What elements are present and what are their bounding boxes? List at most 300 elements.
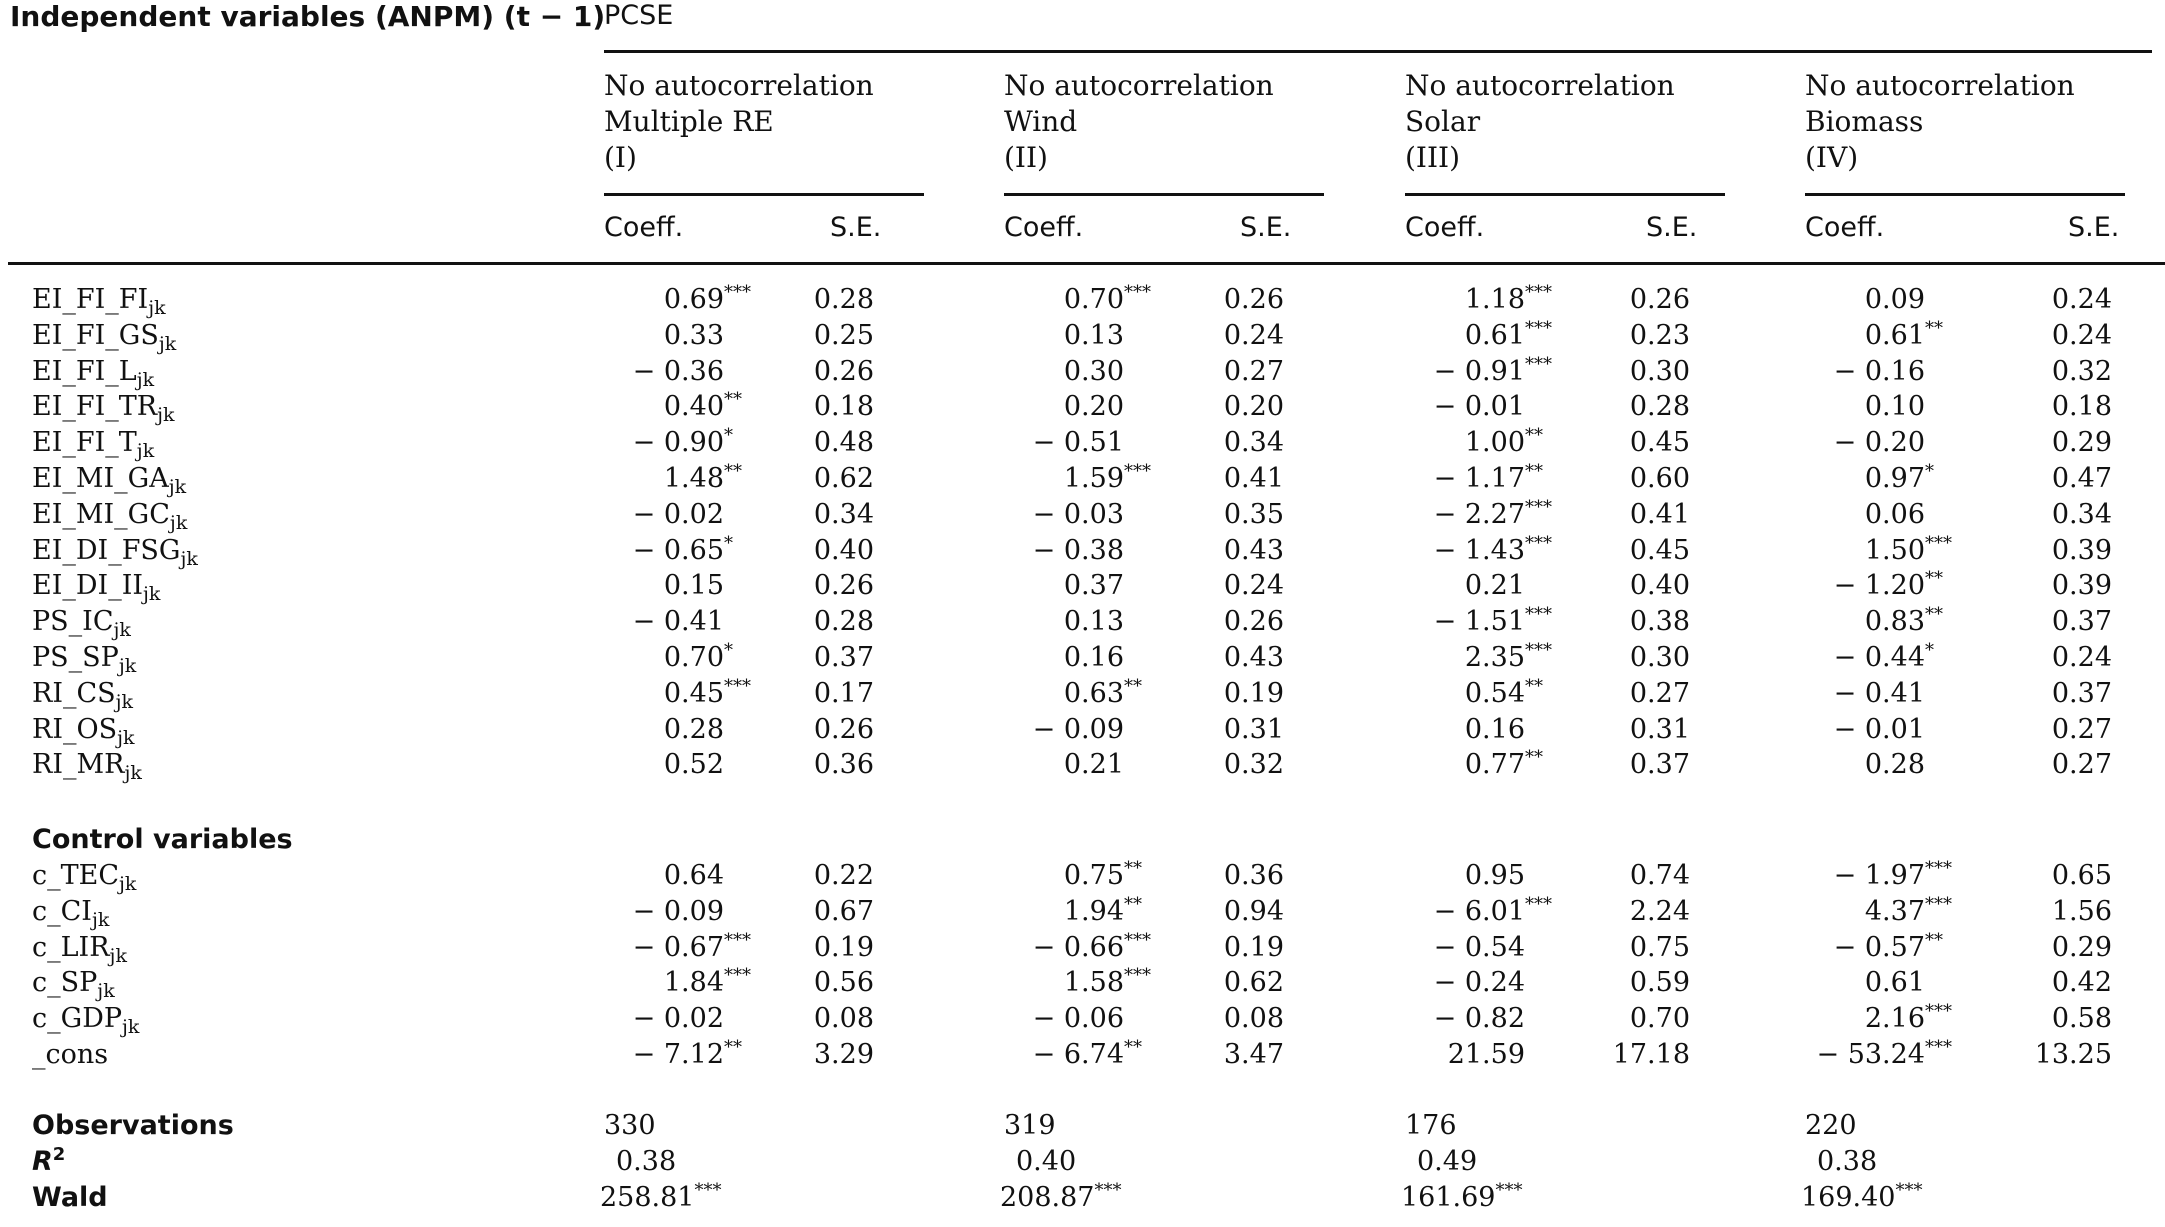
variable-name: EI_MI_GC bbox=[32, 498, 170, 530]
coefficient-cell: − 1.17** bbox=[1433, 461, 1543, 494]
coefficient-value: − 1.20 bbox=[1833, 570, 1925, 602]
standard-error-cell: 0.18 bbox=[813, 391, 874, 423]
variable-name: EI_MI_GA bbox=[32, 463, 169, 494]
statistic-name: Wald bbox=[32, 1182, 108, 1213]
variable-name: EI_FI_FI bbox=[32, 284, 149, 315]
coefficient-cell bbox=[966, 642, 1166, 673]
standard-error-cell: 0.34 bbox=[813, 498, 874, 530]
coefficient-value: 0.70 bbox=[663, 642, 724, 673]
standard-error-cell: 0.30 bbox=[1629, 355, 1690, 387]
coefficient-value: 0.61 bbox=[1464, 319, 1525, 351]
coefficient-cell: − 7.12** bbox=[632, 1037, 742, 1070]
coef-header: Coeff. bbox=[1805, 212, 1885, 243]
variable-name: _cons bbox=[32, 1039, 109, 1070]
coefficient-value: 0.06 bbox=[1864, 498, 1925, 530]
coefficient-value: − 1.97 bbox=[1833, 860, 1925, 891]
coefficient-cell: 2.35*** bbox=[1464, 640, 1552, 673]
statistic-value-cell bbox=[1405, 1110, 1457, 1141]
model-header-line1: No autocorrelation bbox=[1405, 69, 1675, 102]
coefficient-value: − 0.90 bbox=[632, 427, 724, 459]
standard-error-cell: 0.37 bbox=[2051, 677, 2112, 709]
coefficient-value: 0.69 bbox=[663, 284, 724, 315]
statistic-value: 176 bbox=[1405, 1110, 1457, 1141]
model-header-line3: (IV) bbox=[1805, 141, 1859, 174]
row-label bbox=[32, 1039, 108, 1070]
variable-name: RI_OS bbox=[32, 713, 118, 745]
variable-subscript: jk bbox=[117, 726, 135, 749]
coefficient-value: − 0.41 bbox=[1833, 677, 1925, 709]
coefficient-cell: 0.61*** bbox=[1464, 317, 1552, 351]
coefficient-value: 1.18 bbox=[1464, 284, 1525, 315]
coefficient-cell: 0.70*** bbox=[1063, 282, 1151, 315]
standard-error-cell: 0.34 bbox=[1223, 427, 1284, 459]
coefficient-cell: − 6.01*** bbox=[1433, 893, 1552, 927]
coefficient-value: − 0.51 bbox=[1032, 427, 1124, 459]
significance-stars: *** bbox=[694, 1180, 722, 1201]
coefficient-cell bbox=[1367, 391, 1567, 422]
coefficient-value: 0.13 bbox=[1063, 319, 1124, 351]
standard-error-cell: 0.38 bbox=[1629, 606, 1690, 638]
coefficient-cell bbox=[966, 749, 1166, 780]
coefficient-cell: 1.58*** bbox=[1063, 965, 1151, 999]
standard-error-cell: 0.67 bbox=[813, 895, 874, 927]
standard-error-cell: 2.24 bbox=[1629, 895, 1690, 927]
coefficient-cell: 1.94** bbox=[1063, 893, 1142, 927]
coefficient-cell: 1.48** bbox=[663, 461, 742, 494]
standard-error-cell: 0.31 bbox=[1629, 713, 1690, 745]
standard-error-cell: 0.24 bbox=[2051, 319, 2112, 351]
model-header-2 bbox=[1004, 68, 1274, 176]
coefficient-cell bbox=[1367, 967, 1567, 998]
variable-name: c_GDP bbox=[32, 1003, 123, 1035]
statistic-value-cell bbox=[1000, 1182, 1121, 1213]
coefficient-value: − 6.74 bbox=[1032, 1039, 1124, 1070]
coefficient-value: − 0.02 bbox=[632, 498, 724, 530]
coefficient-value: − 0.91 bbox=[1433, 355, 1525, 387]
model-underline-3 bbox=[1405, 193, 1725, 196]
standard-error-cell: 0.40 bbox=[1629, 570, 1690, 602]
coefficient-value: 0.21 bbox=[1063, 749, 1124, 781]
variable-subscript: jk bbox=[119, 873, 137, 895]
variable-subscript: jk bbox=[136, 368, 155, 391]
coefficient-value: 0.33 bbox=[663, 319, 724, 351]
coefficient-value: 0.30 bbox=[1063, 355, 1124, 387]
row-label bbox=[32, 284, 166, 319]
coefficient-value: − 0.54 bbox=[1433, 931, 1525, 963]
coefficient-value: − 0.20 bbox=[1833, 427, 1925, 459]
model-underline-4 bbox=[1805, 193, 2125, 196]
coefficient-cell: 2.16*** bbox=[1864, 1001, 1952, 1035]
standard-error-cell: 0.70 bbox=[1629, 1003, 1690, 1035]
coefficient-value: 0.40 bbox=[663, 391, 724, 423]
top-rule-pcse bbox=[604, 50, 2152, 53]
coefficient-cell bbox=[1367, 860, 1567, 891]
coefficient-cell: 1.00** bbox=[1464, 425, 1543, 459]
model-header-line1: No autocorrelation bbox=[1004, 69, 1274, 102]
table-row bbox=[0, 1039, 2165, 1075]
coefficient-cell: 0.77** bbox=[1464, 747, 1543, 781]
statistic-value: 0.40 bbox=[1016, 1146, 1077, 1177]
coefficient-value: 0.97 bbox=[1864, 463, 1925, 494]
standard-error-cell: 0.41 bbox=[1223, 463, 1284, 494]
variable-name: c_LIR bbox=[32, 931, 110, 963]
statistic-label bbox=[32, 1110, 234, 1141]
coefficient-cell bbox=[966, 391, 1166, 422]
row-label bbox=[32, 498, 188, 534]
coefficient-value: − 1.17 bbox=[1433, 463, 1525, 494]
coefficient-value: 0.20 bbox=[1063, 391, 1124, 423]
model-header-line2: Multiple RE bbox=[604, 105, 774, 138]
standard-error-cell: 0.24 bbox=[2051, 642, 2112, 673]
variable-subscript: jk bbox=[148, 297, 166, 319]
standard-error-cell: 0.58 bbox=[2051, 1003, 2112, 1035]
row-label bbox=[32, 642, 137, 677]
statistic-value: 0.38 bbox=[616, 1146, 677, 1177]
variable-subscript: jk bbox=[91, 908, 110, 931]
coefficient-cell: − 0.57** bbox=[1833, 929, 1943, 963]
coefficient-value: − 0.02 bbox=[632, 1003, 724, 1035]
standard-error-cell: 1.56 bbox=[2051, 895, 2112, 927]
coefficient-value: − 0.24 bbox=[1433, 967, 1525, 999]
variable-name: RI_MR bbox=[32, 749, 125, 781]
coefficient-value: 0.63 bbox=[1063, 677, 1124, 709]
model-header-line3: (I) bbox=[604, 141, 637, 174]
table-row bbox=[0, 570, 2165, 606]
control-heading-label: Control variables bbox=[32, 824, 293, 855]
coefficient-cell bbox=[1767, 427, 1967, 458]
variable-name: EI_FI_L bbox=[32, 355, 137, 387]
control-variables-heading bbox=[0, 824, 2165, 860]
table-row bbox=[0, 606, 2165, 642]
standard-error-cell: 0.48 bbox=[813, 427, 874, 459]
row-label bbox=[32, 860, 137, 895]
variable-subscript: jk bbox=[143, 583, 161, 606]
table-row bbox=[0, 675, 2165, 714]
coefficient-cell: 0.83** bbox=[1864, 604, 1943, 638]
variable-name: EI_DI_II bbox=[32, 570, 144, 602]
statistic-superscript: 2 bbox=[52, 1144, 66, 1165]
model-header-line1: No autocorrelation bbox=[604, 69, 874, 102]
coefficient-value: 1.94 bbox=[1063, 895, 1124, 927]
statistic-label bbox=[32, 1182, 108, 1213]
statistic-value-cell bbox=[1417, 1146, 1477, 1177]
statistic-value: 208.87 bbox=[1000, 1182, 1095, 1213]
variable-subscript: jk bbox=[115, 690, 134, 713]
row-label bbox=[32, 895, 110, 931]
coefficient-cell: 0.69*** bbox=[663, 282, 751, 315]
coefficient-cell bbox=[966, 356, 1166, 387]
standard-error-cell: 0.35 bbox=[1223, 498, 1284, 530]
coefficient-value: − 0.09 bbox=[1032, 713, 1124, 745]
variable-name: EI_FI_T bbox=[32, 427, 137, 459]
table-title bbox=[10, 0, 605, 33]
coefficient-cell bbox=[1767, 749, 1967, 780]
standard-error-cell: 0.26 bbox=[813, 713, 874, 745]
coefficient-value: − 0.66 bbox=[1032, 931, 1124, 963]
coefficient-value: − 0.01 bbox=[1433, 391, 1525, 423]
standard-error-cell: 0.08 bbox=[813, 1003, 874, 1035]
method-label: PCSE bbox=[604, 0, 674, 31]
standard-error-cell: 0.74 bbox=[1629, 860, 1690, 891]
statistic-value: 330 bbox=[604, 1110, 656, 1141]
coefficient-cell bbox=[566, 1003, 766, 1034]
coefficient-cell: − 53.24*** bbox=[1816, 1037, 1952, 1070]
statistic-value: 319 bbox=[1004, 1110, 1056, 1141]
coefficient-value: 0.83 bbox=[1864, 606, 1925, 638]
statistics-row bbox=[0, 1146, 2165, 1182]
model-header-line1: No autocorrelation bbox=[1805, 69, 2075, 102]
standard-error-cell: 0.62 bbox=[1223, 967, 1284, 999]
coefficient-value: 0.16 bbox=[1063, 642, 1124, 673]
standard-error-cell: 0.40 bbox=[813, 534, 874, 566]
coefficient-cell bbox=[1367, 714, 1567, 745]
standard-error-cell: 0.30 bbox=[1629, 642, 1690, 673]
row-label bbox=[32, 427, 155, 463]
coefficient-value: 1.84 bbox=[663, 967, 724, 999]
table-row bbox=[0, 353, 2165, 392]
statistic-value-cell bbox=[1004, 1110, 1056, 1141]
se-header: S.E. bbox=[830, 212, 882, 243]
model-underline-1 bbox=[604, 193, 924, 196]
coefficient-cell: − 0.67*** bbox=[632, 929, 751, 963]
variable-subscript: jk bbox=[109, 944, 127, 967]
standard-error-cell: 0.65 bbox=[2051, 860, 2112, 891]
coefficient-value: 0.75 bbox=[1063, 860, 1124, 891]
standard-error-cell: 0.45 bbox=[1629, 427, 1690, 459]
coefficient-cell bbox=[1367, 932, 1567, 963]
coefficient-cell bbox=[1767, 499, 1967, 530]
standard-error-cell: 0.62 bbox=[813, 463, 874, 494]
coefficient-value: 2.16 bbox=[1864, 1003, 1925, 1035]
standard-error-cell: 0.31 bbox=[1223, 713, 1284, 745]
coefficient-value: 0.77 bbox=[1464, 749, 1525, 781]
standard-error-cell: 0.32 bbox=[1223, 749, 1284, 781]
coefficient-value: − 0.41 bbox=[632, 606, 724, 638]
model-header-4 bbox=[1805, 68, 2075, 176]
table-row bbox=[0, 714, 2165, 750]
standard-error-cell: 0.41 bbox=[1629, 498, 1690, 530]
coefficient-cell bbox=[566, 606, 766, 637]
row-label bbox=[32, 319, 177, 355]
coefficient-value: − 0.36 bbox=[632, 355, 724, 387]
standard-error-cell: 0.19 bbox=[1223, 931, 1284, 963]
statistic-label bbox=[32, 1146, 65, 1177]
statistic-value-cell bbox=[1817, 1146, 1877, 1177]
standard-error-cell: 0.37 bbox=[813, 642, 874, 673]
coefficient-cell: 1.84*** bbox=[663, 965, 751, 999]
coefficient-cell: − 6.74** bbox=[1032, 1037, 1142, 1070]
standard-error-cell: 0.08 bbox=[1223, 1003, 1284, 1035]
variable-subscript: jk bbox=[158, 332, 177, 355]
variable-subscript: jk bbox=[113, 619, 131, 642]
variable-subscript: jk bbox=[97, 980, 115, 1003]
significance-stars: *** bbox=[1094, 1180, 1122, 1201]
standard-error-cell: 0.26 bbox=[813, 355, 874, 387]
coefficient-value: 0.15 bbox=[663, 570, 724, 602]
standard-error-cell: 3.47 bbox=[1223, 1039, 1284, 1070]
coefficient-cell bbox=[566, 714, 766, 745]
coefficient-cell bbox=[1767, 284, 1967, 315]
table-row bbox=[0, 391, 2165, 427]
coefficient-value: 0.52 bbox=[663, 749, 724, 781]
row-label bbox=[32, 534, 198, 570]
model-header-line2: Wind bbox=[1004, 105, 1078, 138]
coefficient-cell: 0.45*** bbox=[663, 675, 751, 709]
statistic-value-cell bbox=[1801, 1182, 1922, 1213]
statistics-row bbox=[0, 1110, 2165, 1146]
coefficient-cell bbox=[966, 320, 1166, 351]
coefficient-value: 21.59 bbox=[1447, 1039, 1525, 1070]
coefficient-cell: − 1.97*** bbox=[1833, 858, 1952, 891]
coefficient-value: − 1.51 bbox=[1433, 606, 1525, 638]
variable-name: c_TEC bbox=[32, 860, 119, 891]
row-label bbox=[32, 606, 131, 642]
statistic-value-cell bbox=[1016, 1146, 1076, 1177]
standard-error-cell: 0.42 bbox=[2051, 967, 2112, 999]
se-header: S.E. bbox=[1240, 212, 1292, 243]
standard-error-cell: 0.47 bbox=[2051, 463, 2112, 494]
coefficient-cell bbox=[966, 427, 1166, 458]
coefficient-value: − 0.82 bbox=[1433, 1003, 1525, 1035]
table-row bbox=[0, 749, 2165, 785]
row-label bbox=[32, 391, 175, 427]
coefficient-value: 0.28 bbox=[1864, 749, 1925, 781]
coefficient-value: − 0.65 bbox=[632, 534, 724, 566]
table-row bbox=[0, 532, 2165, 571]
model-header-line3: (III) bbox=[1405, 141, 1461, 174]
coefficient-cell bbox=[966, 714, 1166, 745]
statistics-row bbox=[0, 1182, 2165, 1218]
coefficient-cell: − 2.27*** bbox=[1433, 496, 1552, 530]
variable-subscript: jk bbox=[136, 440, 155, 463]
coefficient-value: − 0.57 bbox=[1833, 931, 1925, 963]
variable-name: EI_FI_GS bbox=[32, 319, 159, 351]
variable-name: RI_CS bbox=[32, 677, 116, 709]
row-label bbox=[32, 713, 135, 749]
coefficient-value: 1.00 bbox=[1464, 427, 1525, 459]
coefficient-value: 4.37 bbox=[1864, 895, 1925, 927]
standard-error-cell: 0.39 bbox=[2051, 570, 2112, 602]
coefficient-value: − 0.06 bbox=[1032, 1003, 1124, 1035]
standard-error-cell: 0.26 bbox=[1223, 606, 1284, 638]
coefficient-value: 2.35 bbox=[1464, 642, 1525, 673]
coefficient-value: − 6.01 bbox=[1433, 895, 1525, 927]
coefficient-cell: − 1.43*** bbox=[1433, 532, 1552, 566]
standard-error-cell: 0.94 bbox=[1223, 895, 1284, 927]
coefficient-value: 0.64 bbox=[663, 860, 724, 891]
standard-error-cell: 0.34 bbox=[2051, 498, 2112, 530]
coefficient-cell bbox=[566, 356, 766, 387]
model-header-3 bbox=[1405, 68, 1675, 176]
variable-name: PS_IC bbox=[32, 606, 114, 638]
coefficient-value: 1.50 bbox=[1864, 534, 1925, 566]
coefficient-cell bbox=[966, 535, 1166, 566]
row-label bbox=[32, 1003, 140, 1039]
model-header-line3: (II) bbox=[1004, 141, 1048, 174]
se-header: S.E. bbox=[1646, 212, 1698, 243]
variable-subscript: jk bbox=[124, 762, 142, 785]
coefficient-cell: 0.54** bbox=[1464, 675, 1543, 709]
coefficient-cell: 4.37*** bbox=[1864, 893, 1952, 927]
standard-error-cell: 0.24 bbox=[2051, 284, 2112, 315]
standard-error-cell: 0.28 bbox=[1629, 391, 1690, 423]
statistic-value: 161.69 bbox=[1401, 1182, 1496, 1213]
coefficient-value: 1.59 bbox=[1063, 463, 1124, 494]
coefficient-value: − 7.12 bbox=[632, 1039, 724, 1070]
row-label bbox=[32, 677, 134, 713]
statistic-value: 0.49 bbox=[1417, 1146, 1478, 1177]
coefficient-value: 0.70 bbox=[1063, 284, 1124, 315]
standard-error-cell: 0.22 bbox=[813, 860, 874, 891]
coefficient-value: − 0.44 bbox=[1833, 642, 1925, 673]
variable-name: c_CI bbox=[32, 895, 92, 927]
statistic-name: R bbox=[32, 1146, 53, 1177]
table-row bbox=[0, 860, 2165, 896]
coefficient-cell bbox=[1367, 1039, 1567, 1070]
coefficient-value: 0.61 bbox=[1864, 967, 1925, 999]
variable-subscript: jk bbox=[118, 655, 137, 677]
standard-error-cell: 0.26 bbox=[1223, 284, 1284, 315]
standard-error-cell: 0.59 bbox=[1629, 967, 1690, 999]
coefficient-value: 0.37 bbox=[1063, 570, 1124, 602]
coefficient-value: 0.21 bbox=[1464, 570, 1525, 602]
coefficient-value: − 0.67 bbox=[632, 931, 724, 963]
standard-error-cell: 0.27 bbox=[1629, 677, 1690, 709]
coefficient-value: 0.54 bbox=[1464, 677, 1525, 709]
model-header-line2: Biomass bbox=[1805, 105, 1924, 138]
significance-stars: *** bbox=[1895, 1180, 1923, 1201]
header-bottom-rule bbox=[8, 262, 2165, 265]
standard-error-cell: 0.43 bbox=[1223, 642, 1284, 673]
statistic-value: 220 bbox=[1805, 1110, 1857, 1141]
row-label bbox=[32, 570, 161, 606]
variable-subscript: jk bbox=[168, 476, 187, 498]
statistic-value-cell bbox=[616, 1146, 676, 1177]
standard-error-cell: 0.28 bbox=[813, 284, 874, 315]
coefficient-cell: − 1.20** bbox=[1833, 568, 1943, 602]
coefficient-cell bbox=[566, 896, 766, 927]
coefficient-value: 0.61 bbox=[1864, 319, 1925, 351]
row-label bbox=[32, 463, 187, 498]
coefficient-cell bbox=[966, 570, 1166, 601]
standard-error-cell: 0.26 bbox=[813, 570, 874, 602]
statistic-value-cell bbox=[600, 1182, 721, 1213]
standard-error-cell: 0.18 bbox=[2051, 391, 2112, 423]
variable-subscript: jk bbox=[157, 404, 175, 427]
statistic-value-cell bbox=[1401, 1182, 1522, 1213]
table-row bbox=[0, 317, 2165, 356]
coefficient-value: 0.10 bbox=[1864, 391, 1925, 423]
variable-subscript: jk bbox=[169, 511, 188, 534]
variable-subscript: jk bbox=[122, 1016, 140, 1039]
statistic-value-cell bbox=[604, 1110, 656, 1141]
standard-error-cell: 0.43 bbox=[1223, 534, 1284, 566]
table-row bbox=[0, 642, 2165, 678]
coefficient-cell bbox=[1367, 1003, 1567, 1034]
standard-error-cell: 0.36 bbox=[1223, 860, 1284, 891]
coefficient-cell bbox=[966, 606, 1166, 637]
coefficient-cell bbox=[1367, 570, 1567, 601]
coefficient-cell bbox=[1767, 714, 1967, 745]
table-row bbox=[0, 496, 2165, 535]
statistic-value: 258.81 bbox=[600, 1182, 695, 1213]
coefficient-value: 1.48 bbox=[663, 463, 724, 494]
coefficient-cell bbox=[1767, 967, 1967, 998]
coefficient-value: 0.95 bbox=[1464, 860, 1525, 891]
standard-error-cell: 0.75 bbox=[1629, 931, 1690, 963]
standard-error-cell: 0.60 bbox=[1629, 463, 1690, 494]
se-header: S.E. bbox=[2068, 212, 2120, 243]
